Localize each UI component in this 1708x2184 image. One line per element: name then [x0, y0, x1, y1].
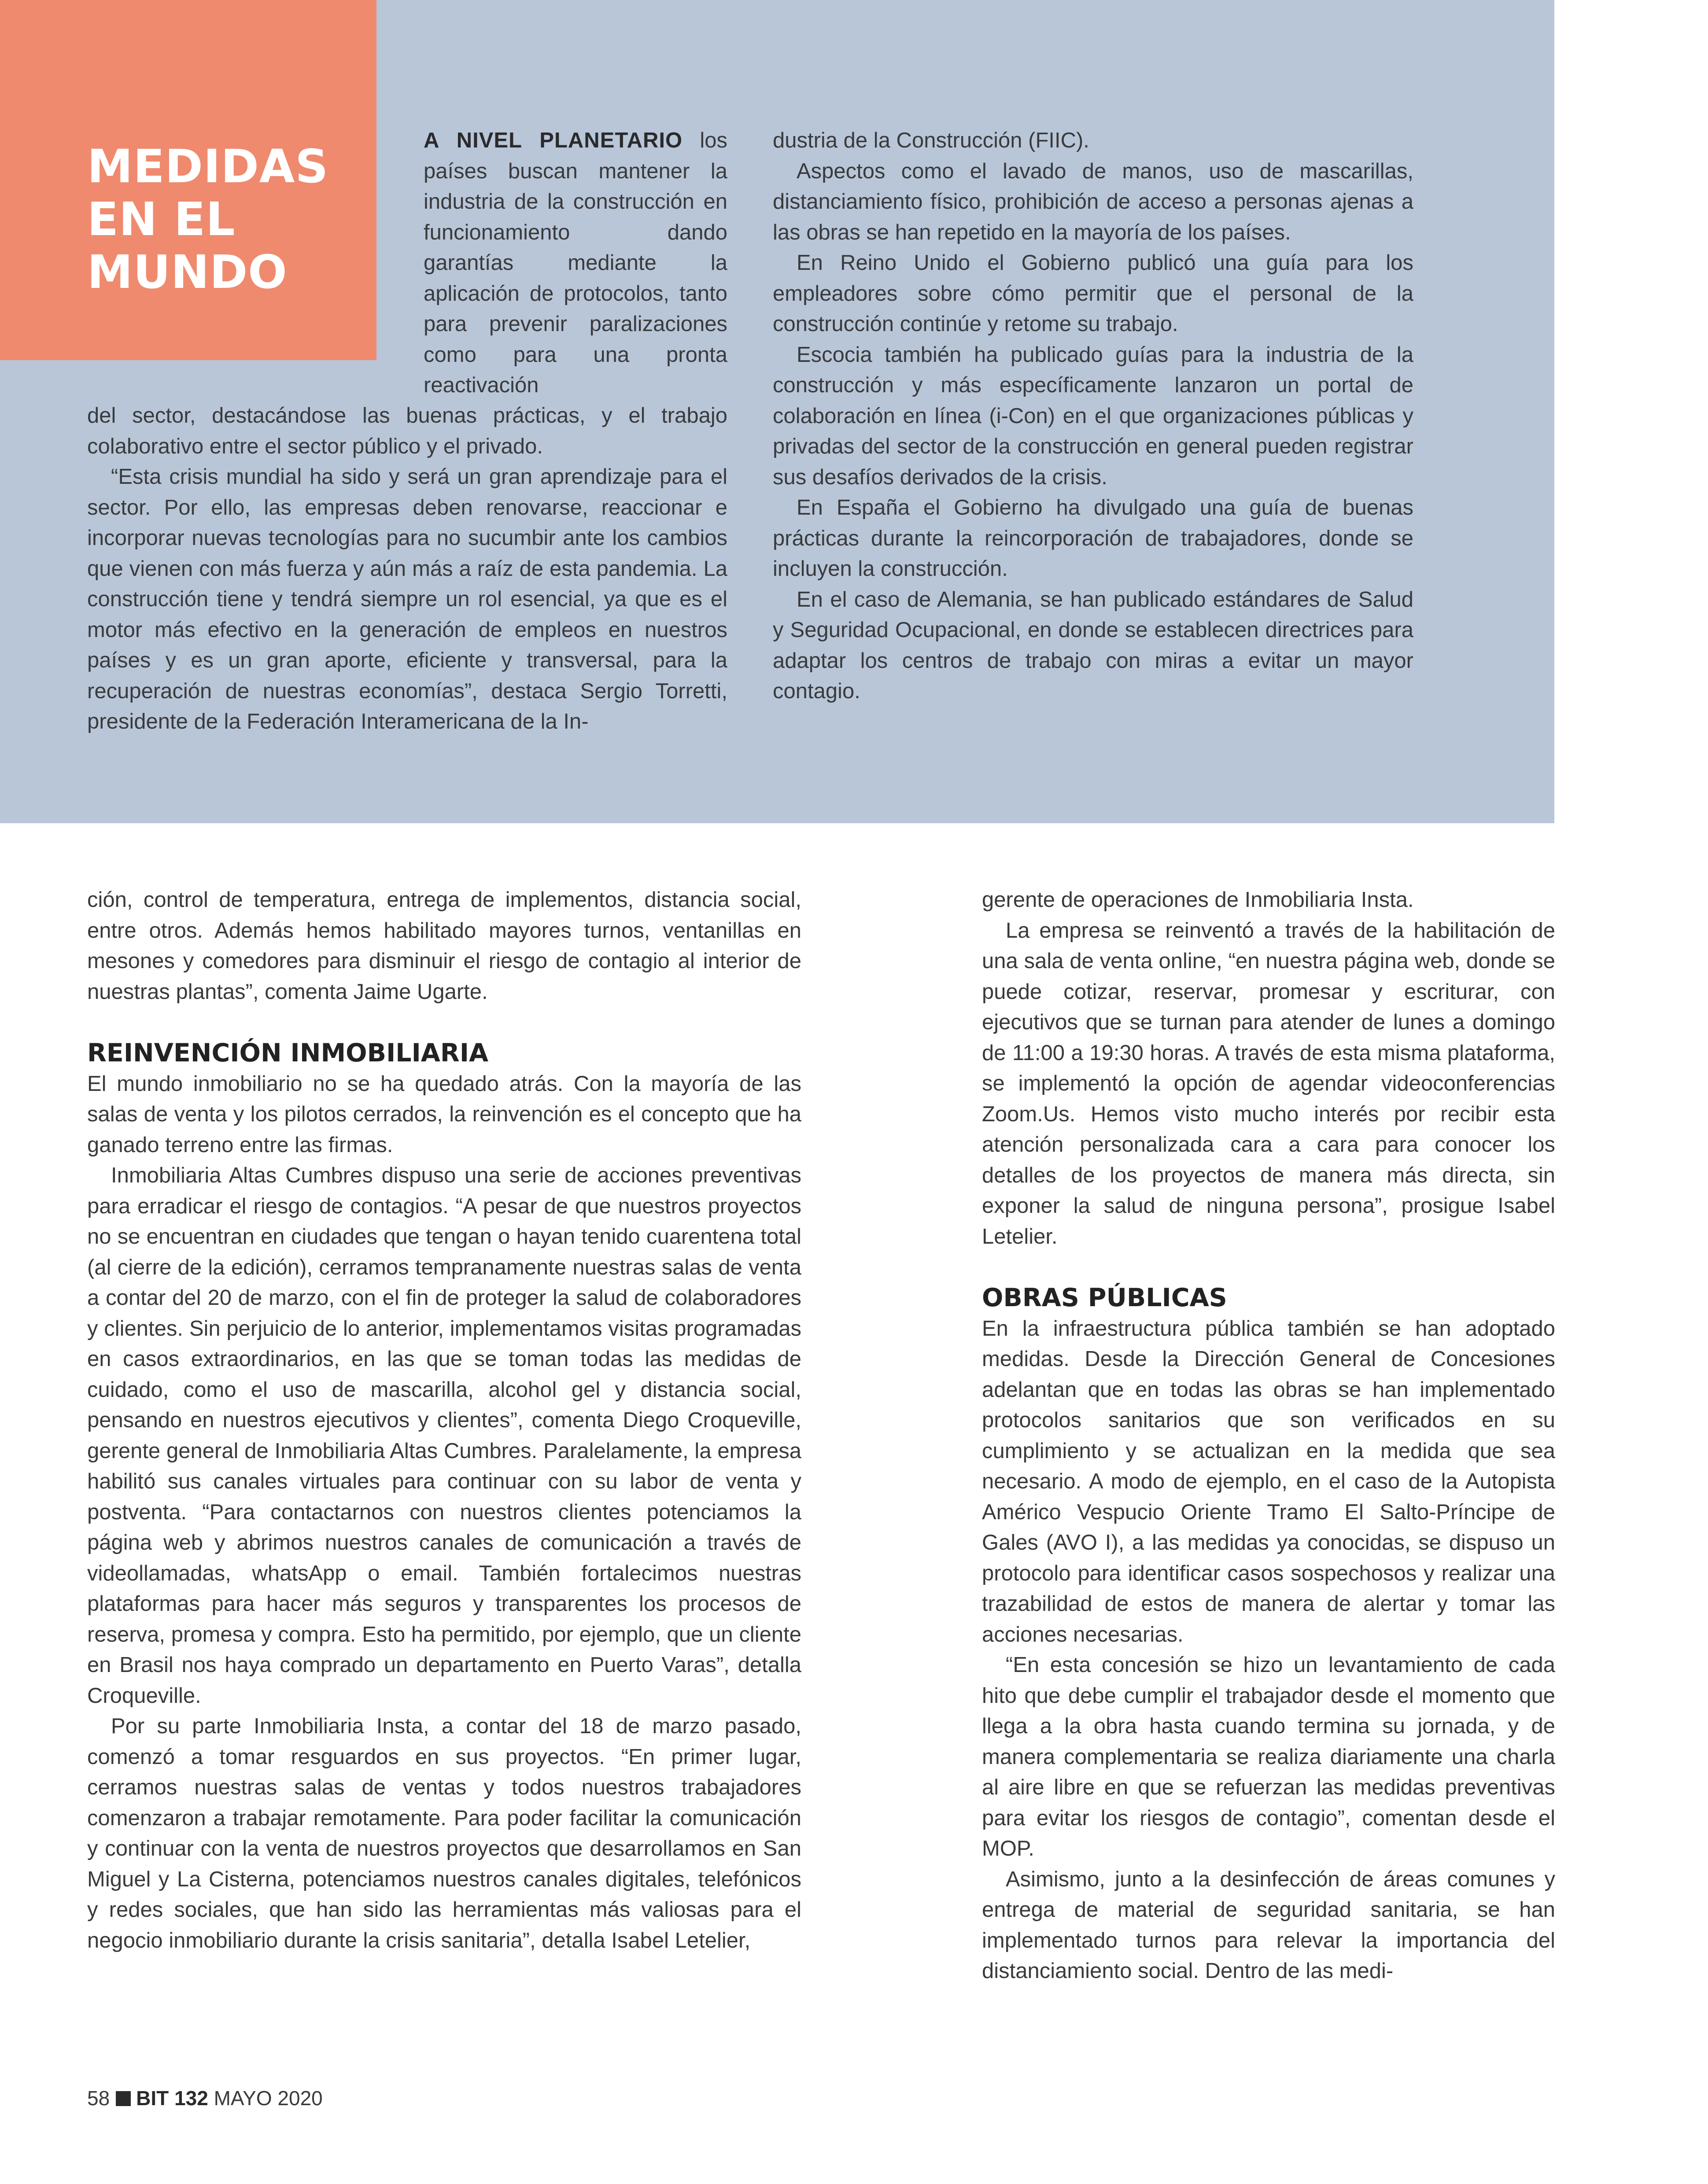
- main-left-column: [87, 885, 801, 1956]
- sidebar-title-line: EN EL: [87, 192, 236, 246]
- paragraph: ción, control de temperatura, entrega de implementos, distancia social, entre otros. Además hemos habilitado mayores turnos, ventanillas en mesones y comedores para disminuir el riesgo de contagio al interior de nuestras plantas”, comenta Jaime Ugarte.: [87, 888, 801, 1004]
- paragraph: Aspectos como el lavado de manos, uso de mascarillas, distanciamiento físico, prohibición de acceso a personas ajenas a las obras se han repetido en la mayoría de los países.: [773, 159, 1413, 244]
- section-heading-obras-publicas: OBRAS PÚBLICAS: [982, 1283, 1227, 1312]
- paragraph: dustria de la Construcción (FIIC).: [773, 129, 1089, 152]
- paragraph: En Reino Unido el Gobierno publicó una guía para los empleadores sobre cómo permitir que el personal de la construcción continúe y retome su trabajo.: [773, 251, 1413, 336]
- square-separator-icon: [116, 2091, 131, 2106]
- sidebar-title-line: MEDIDAS: [87, 140, 329, 193]
- page-footer: [87, 2085, 323, 2111]
- paragraph: “En esta concesión se hizo un levantamiento de cada hito que debe cumplir el trabajador desde el momento que llega a la obra hasta cuando termina su jornada, y de manera complementaria se realiza diariamente una charla al aire libre en que se refuerzan las medidas preventivas para evitar los riesgos de contagio”, comentan desde el MOP.: [982, 1653, 1555, 1860]
- paragraph: En el caso de Alemania, se han publicado estándares de Salud y Seguridad Ocupacional, en donde se establecen directrices para adaptar los centros de trabajo con miras a evitar un mayor contagio.: [773, 587, 1413, 703]
- magazine-name: BIT 132: [136, 2087, 208, 2110]
- paragraph: Inmobiliaria Altas Cumbres dispuso una serie de acciones preventivas para erradicar el riesgo de contagios. “A pesar de que nuestros proyectos no se encuentran en ciudades que tengan o hayan tenido cuarentena total (al cierre de la edición), cerramos tempranamente nuestras salas de venta a contar del 20 de marzo, con el fin de proteger la salud de colaboradores y clientes. Sin perjuicio de lo anterior, implementamos visitas programadas en casos extraordinarios, en las que se toman todas las medidas de cuidado, como el uso de mascarilla, alcohol gel y distancia social, pensando en nuestros ejecutivos y clientes”, comenta Diego Croqueville, gerente general de Inmobiliaria Altas Cumbres. Paralelamente, la empresa habilitó sus canales virtuales para continuar con su labor de venta y postventa. “Para contactarnos con nuestros clientes potenciamos la página web y abrimos nuestros canales de comunicación a través de videollamadas, whatsApp o email. También fortalecimos nuestras plataformas para hacer más seguros y transparentes los procesos de reserva, promesa y compra. Esto ha permitido, por ejemplo, que un cliente en Brasil nos haya comprado un departamento en Puerto Varas”, detalla Croqueville.: [87, 1164, 801, 1708]
- paragraph: “Esta crisis mundial ha sido y será un gran aprendizaje para el sector. Por ello, las empresas deben renovarse, reaccionar e incorporar nuevas tecnologías para no sucumbir ante los cambios que vienen con más fuerza y aún más a raíz de esta pandemia. La construcción tiene y tendrá siempre un rol esencial, ya que es el motor más efectivo en la generación de empleos en nuestros países y es un gran aporte, eficiente y transversal, para la recuperación de nuestras economías”, destaca Sergio Torretti, presidente de la Federación Interamericana de la In-: [87, 465, 727, 733]
- sidebar-title-line: MUNDO: [87, 245, 288, 299]
- paragraph: En España el Gobierno ha divulgado una guía de buenas prácticas durante la reincorporación de trabajadores, donde se incluyen la construcción.: [773, 496, 1413, 581]
- section-heading-reinvencion: REINVENCIÓN INMOBILIARIA: [87, 1039, 489, 1068]
- sidebar-right-column: [773, 125, 1413, 707]
- paragraph: del sector, destacándose las buenas prácticas, y el trabajo colaborativo entre el sector público y el privado.: [87, 404, 727, 458]
- issue-date: MAYO 2020: [214, 2087, 323, 2110]
- sidebar-intro-text: los países buscan mantener la industria de la construcción en funcionamiento dando garantías mediante la aplicación de protocolos, tanto para prevenir paralizaciones como para una pronta reactivación: [424, 129, 727, 397]
- page-number: 58: [87, 2087, 110, 2110]
- paragraph: Por su parte Inmobiliaria Insta, a contar del 18 de marzo pasado, comenzó a tomar resguardos en sus proyectos. “En primer lugar, cerramos nuestras salas de ventas y todos nuestros trabajadores comenzaron a trabajar remotamente. Para poder facilitar la comunicación y continuar con la venta de nuestros proyectos que desarrollamos en San Miguel y La Cisterna, potenciamos nuestros canales digitales, telefónicos y redes sociales, que han sido las herramientas más valiosas para el negocio inmobiliario durante la crisis sanitaria”, detalla Isabel Letelier,: [87, 1714, 801, 1952]
- sidebar-title: [87, 140, 328, 298]
- sidebar-title-box: [0, 0, 376, 360]
- paragraph: Escocia también ha publicado guías para la industria de la construcción y más específicamente lanzaron un portal de colaboración en línea (i-Con) en el que organizaciones públicas y privadas del sector de la construcción en general pueden registrar sus desafíos derivados de la crisis.: [773, 343, 1413, 489]
- paragraph: El mundo inmobiliario no se ha quedado atrás. Con la mayoría de las salas de venta y los pilotos cerrados, la reinvención es el concepto que ha ganado terreno entre las firmas.: [87, 1072, 801, 1157]
- paragraph: Asimismo, junto a la desinfección de áreas comunes y entrega de material de seguridad sanitaria, se han implementado turnos para relevar la importancia del distanciamiento social. Dentro de las medi-: [982, 1867, 1555, 1983]
- main-right-column: [982, 885, 1555, 1987]
- sidebar-lead-in: A NIVEL PLANETARIO: [424, 129, 683, 152]
- paragraph: gerente de operaciones de Inmobiliaria Insta.: [982, 888, 1414, 912]
- paragraph: En la infraestructura pública también se han adoptado medidas. Desde la Dirección General de Concesiones adelantan que en todas las obras se han implementado protocolos sanitarios que son verificados en su cumplimiento y se actualizan en la medida que sea necesario. A modo de ejemplo, en el caso de la Autopista Américo Vespucio Oriente Tramo El Salto-Príncipe de Gales (AVO I), a las medidas ya conocidas, se dispuso un protocolo para identificar casos sospechosos y realizar una trazabilidad de estos de manera de alertar y tomar las acciones necesarias.: [982, 1316, 1555, 1646]
- sidebar-intro-narrow: [424, 125, 727, 401]
- paragraph: La empresa se reinventó a través de la habilitación de una sala de venta online, “en nuestra página web, donde se puede cotizar, reservar, promesar y escriturar, con ejecutivos que se turnan para atender de lunes a domingo de 11:00 a 19:30 horas. A través de esta misma plataforma, se implementó la opción de agendar videoconferencias Zoom.Us. Hemos visto mucho interés por recibir esta atención personalizada cara a cara para conocer los detalles de los proyectos de manera más directa, sin exponer la salud de ninguna persona”, prosigue Isabel Letelier.: [982, 918, 1555, 1249]
- sidebar-left-column: [87, 401, 727, 737]
